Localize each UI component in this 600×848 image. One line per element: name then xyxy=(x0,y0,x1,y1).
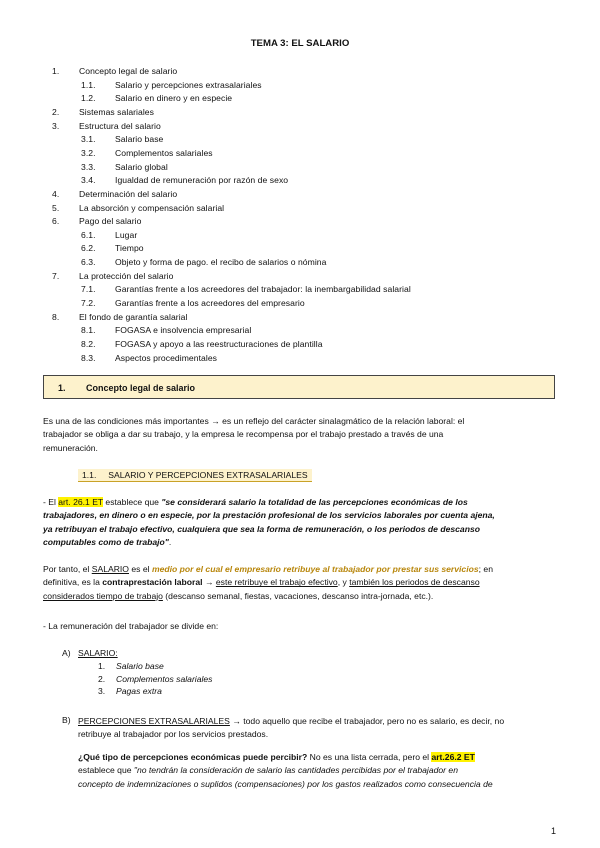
toc-number: 1.2. xyxy=(81,93,96,104)
toc-text: Salario base xyxy=(115,134,164,145)
toc-number: 3.4. xyxy=(81,175,96,186)
toc-text: FOGASA y apoyo a las reestructuraciones de plantilla xyxy=(115,339,323,349)
salario-item-text: Salario base xyxy=(116,661,164,671)
toc-number: 8.1. xyxy=(81,325,96,336)
toc-number: 8. xyxy=(52,311,60,322)
text-run: . xyxy=(168,536,172,547)
art-26-1-paragraph xyxy=(43,496,568,549)
text-run: retribuye al trabajador por los servicios prestados. xyxy=(78,729,269,740)
list-a-letter: A) xyxy=(62,648,71,658)
quote-text: trabajadores, en dinero o en especie, por la prestación profesional de los servicios laborales por cuenta ajena, xyxy=(43,510,495,521)
text-run: No es una lista cerrada, pero el xyxy=(307,752,432,762)
salario-term: SALARIO xyxy=(91,564,129,574)
toc-number: 7.2. xyxy=(81,298,96,309)
text-run: establece que xyxy=(103,497,162,507)
toc-text: Complementos salariales xyxy=(115,147,213,158)
text-run: - El xyxy=(43,497,59,507)
toc-number: 3.2. xyxy=(81,147,96,158)
toc-number: 2. xyxy=(52,106,60,117)
subsection-title: SALARIO Y PERCEPCIONES EXTRASALARIALES xyxy=(108,470,308,480)
quote-text: "no tendrán la consideración de salario las cantidades percibidas por el trabajador en xyxy=(133,765,458,776)
intro-line: Es una de las condiciones más importantes → es un reflejo del carácter sinalagmático de la relación laboral: el xyxy=(43,416,465,426)
toc-number: 5. xyxy=(52,202,60,213)
quote-text: "se considerará salario la totalidad de las percepciones económicas de los xyxy=(161,497,468,507)
toc-number: 7.1. xyxy=(81,284,96,295)
toc-text: Objeto y forma de pago. el recibo de salarios o nómina xyxy=(115,257,327,268)
article-reference: art. 26.1 ET xyxy=(58,497,104,507)
text-run: , y xyxy=(337,577,350,588)
underlined-text: este retribuye el trabajo efectivo xyxy=(215,577,338,588)
toc-number: 3.3. xyxy=(81,161,96,172)
salario-item-number: 1. xyxy=(98,661,106,671)
toc-text: Estructura del salario xyxy=(79,120,161,131)
toc-number: 8.2. xyxy=(81,339,96,349)
underlined-text: también los periodos de descanso xyxy=(349,577,480,588)
text-run: es el xyxy=(129,564,152,574)
text-run: definitiva, es la xyxy=(43,577,103,588)
toc-text: Determinación del salario xyxy=(79,188,178,199)
underlined-text: considerados tiempo de trabajo xyxy=(43,590,163,601)
por-tanto-paragraph xyxy=(43,563,573,603)
page-number: 1 xyxy=(550,826,556,836)
list-b-paragraph xyxy=(78,715,568,742)
toc-number: 4. xyxy=(52,188,60,199)
page-title: TEMA 3: EL SALARIO xyxy=(250,38,350,49)
toc-number: 6.3. xyxy=(81,257,96,268)
toc-number: 1. xyxy=(52,66,60,76)
question-paragraph xyxy=(78,751,568,791)
section-number: 1. xyxy=(58,383,66,393)
toc-text: Lugar xyxy=(115,229,138,240)
salario-item-number: 3. xyxy=(98,686,106,696)
toc-text: Sistemas salariales xyxy=(79,106,154,117)
list-b-label: PERCEPCIONES EXTRASALARIALES xyxy=(78,716,230,726)
toc-number: 3.1. xyxy=(81,134,96,145)
subsection-heading xyxy=(78,469,312,482)
intro-line: trabajador se obliga a dar su trabajo, y la empresa le recompensa por el trabajo prestado a través de una xyxy=(43,429,444,440)
salario-item-text: Complementos salariales xyxy=(116,673,213,684)
text-run: establece que xyxy=(78,765,134,776)
intro-paragraph xyxy=(43,415,563,455)
article-reference: art.26.2 ET xyxy=(431,752,475,762)
toc-number: 6.2. xyxy=(81,243,96,254)
bold-term: contraprestación laboral xyxy=(102,577,203,588)
toc-text: Salario en dinero y en especie xyxy=(115,93,233,104)
section-title: Concepto legal de salario xyxy=(86,383,196,393)
toc-text: El fondo de garantía salarial xyxy=(79,311,188,322)
toc-text: Igualdad de remuneración por razón de sexo xyxy=(115,175,289,186)
text-run: Por tanto, el xyxy=(43,564,92,574)
toc-number: 3. xyxy=(52,120,60,131)
list-a-label: SALARIO: xyxy=(78,648,118,658)
subsection-number: 1.1. xyxy=(82,470,97,480)
toc-number: 6. xyxy=(52,216,60,227)
toc-text: FOGASA e insolvencia empresarial xyxy=(115,325,252,336)
toc-text: Garantías frente a los acreedores del empresario xyxy=(115,298,305,309)
salario-item-text: Pagas extra xyxy=(116,686,162,696)
toc-text: Pago del salario xyxy=(79,216,142,227)
question-text: ¿Qué tipo de percepciones económicas puede percibir? xyxy=(78,752,308,762)
toc-text: Concepto legal de salario xyxy=(79,66,178,76)
intro-line: remuneración. xyxy=(43,442,98,453)
toc-text: Aspectos procedimentales xyxy=(115,352,217,363)
toc-text: La protección del salario xyxy=(79,270,174,281)
toc-text: Salario y percepciones extrasalariales xyxy=(115,79,262,90)
text-run: ; en xyxy=(478,564,493,574)
quote-text: concepto de indemnizaciones o suplidos (compensaciones) por los gastos realizados como consecuencia de xyxy=(78,778,493,789)
text-run: → todo aquello que recibe el trabajador, pero no es salario, es decir, no xyxy=(229,716,505,726)
toc-text: La absorción y compensación salarial xyxy=(79,202,225,213)
quote-text: computables como de trabajo" xyxy=(43,536,169,547)
toc-number: 8.3. xyxy=(81,352,96,363)
toc-text: Tiempo xyxy=(115,243,144,254)
text-run: (descanso semanal, fiestas, vacaciones, descanso intra-jornada, etc.). xyxy=(162,590,434,601)
quote-text: ya retribuyan el trabajo efectivo, cualquiera que sea la forma de remuneración, o los periodos de descanso xyxy=(43,523,480,534)
list-b-letter: B) xyxy=(62,715,71,725)
section-heading-box xyxy=(43,375,555,399)
toc-number: 7. xyxy=(52,270,60,281)
toc-number: 1.1. xyxy=(81,79,96,90)
divide-line: - La remuneración del trabajador se divide en: xyxy=(43,621,219,631)
toc-text: Salario global xyxy=(115,161,168,172)
highlight-text: medio por el cual el empresario retribuye al trabajador por prestar sus servicios xyxy=(151,564,479,574)
toc-text: Garantías frente a los acreedores del trabajador: la inembargabilidad salarial xyxy=(115,284,411,295)
toc-number: 6.1. xyxy=(81,229,96,240)
text-run: → xyxy=(202,577,216,588)
salario-item-number: 2. xyxy=(98,673,106,684)
